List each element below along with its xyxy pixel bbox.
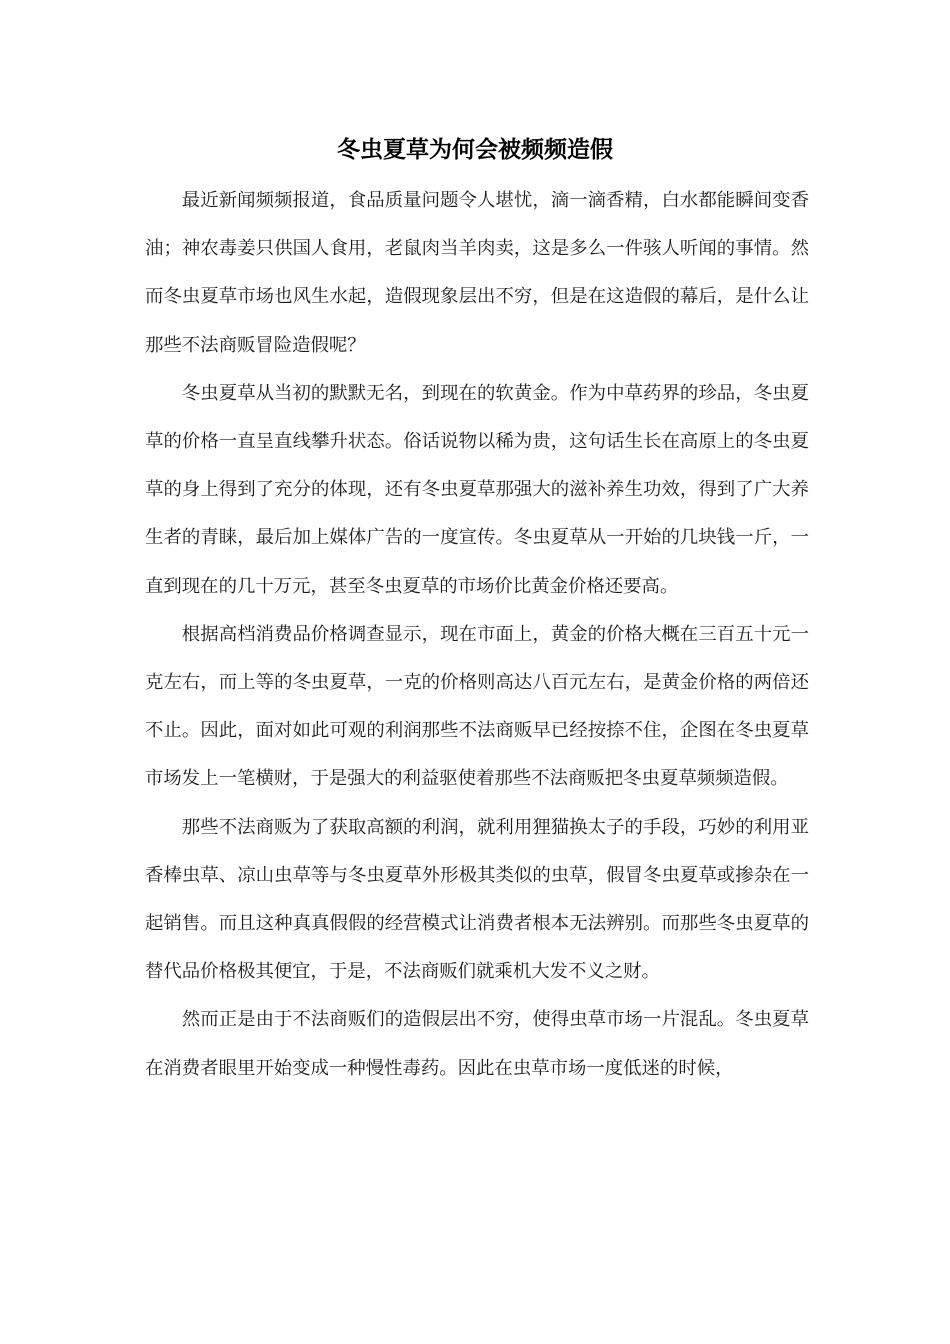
document-body <box>145 177 809 1093</box>
document-title: 冬虫夏草为何会被频频造假 <box>337 136 613 163</box>
paragraph: 根据高档消费品价格调查显示，现在市面上，黄金的价格大概在三百五十元一克左右，而上等的冬虫夏草，一克的价格则高达八百元左右，是黄金价格的两倍还不止。因此，面对如此可观的利润那些不法商贩早已经按捺不住，企图在冬虫夏草市场发上一笔横财，于是强大的利益驱使着那些不法商贩把冬虫夏草频频造假。 <box>145 623 809 790</box>
paragraph: 然而正是由于不法商贩们的造假层出不穷，使得虫草市场一片混乱。冬虫夏草在消费者眼里开始变成一种慢性毒药。因此在虫草市场一度低迷的时候， <box>145 1009 809 1079</box>
paragraph: 那些不法商贩为了获取高额的利润，就利用狸猫换太子的手段，巧妙的利用亚香棒虫草、凉山虫草等与冬虫夏草外形极其类似的虫草，假冒冬虫夏草或掺杂在一起销售。而且这种真真假假的经营模式让消费者根本无法辨别。而那些冬虫夏草的替代品价格极其便宜，于是，不法商贩们就乘机大发不义之财。 <box>145 816 809 983</box>
paragraph: 最近新闻频频报道，食品质量问题令人堪忧，滴一滴香精，白水都能瞬间变香油；神农毒姜只供国人食用，老鼠肉当羊肉卖，这是多么一件骇人听闻的事情。然而冬虫夏草市场也风生水起，造假现象层出不穷，但是在这造假的幕后，是什么让那些不法商贩冒险造假呢？ <box>145 190 809 356</box>
paragraph: 冬虫夏草从当初的默默无名，到现在的软黄金。作为中草药界的珍品，冬虫夏草的价格一直呈直线攀升状态。俗话说物以稀为贵，这句话生长在高原上的冬虫夏草的身上得到了充分的体现，还有冬虫夏草那强大的滋补养生功效，得到了广大养生者的青睐，最后加上媒体广告的一度宣传。冬虫夏草从一开始的几块钱一斤，一直到现在的几十万元，甚至冬虫夏草的市场价比黄金价格还要高。 <box>145 382 809 597</box>
